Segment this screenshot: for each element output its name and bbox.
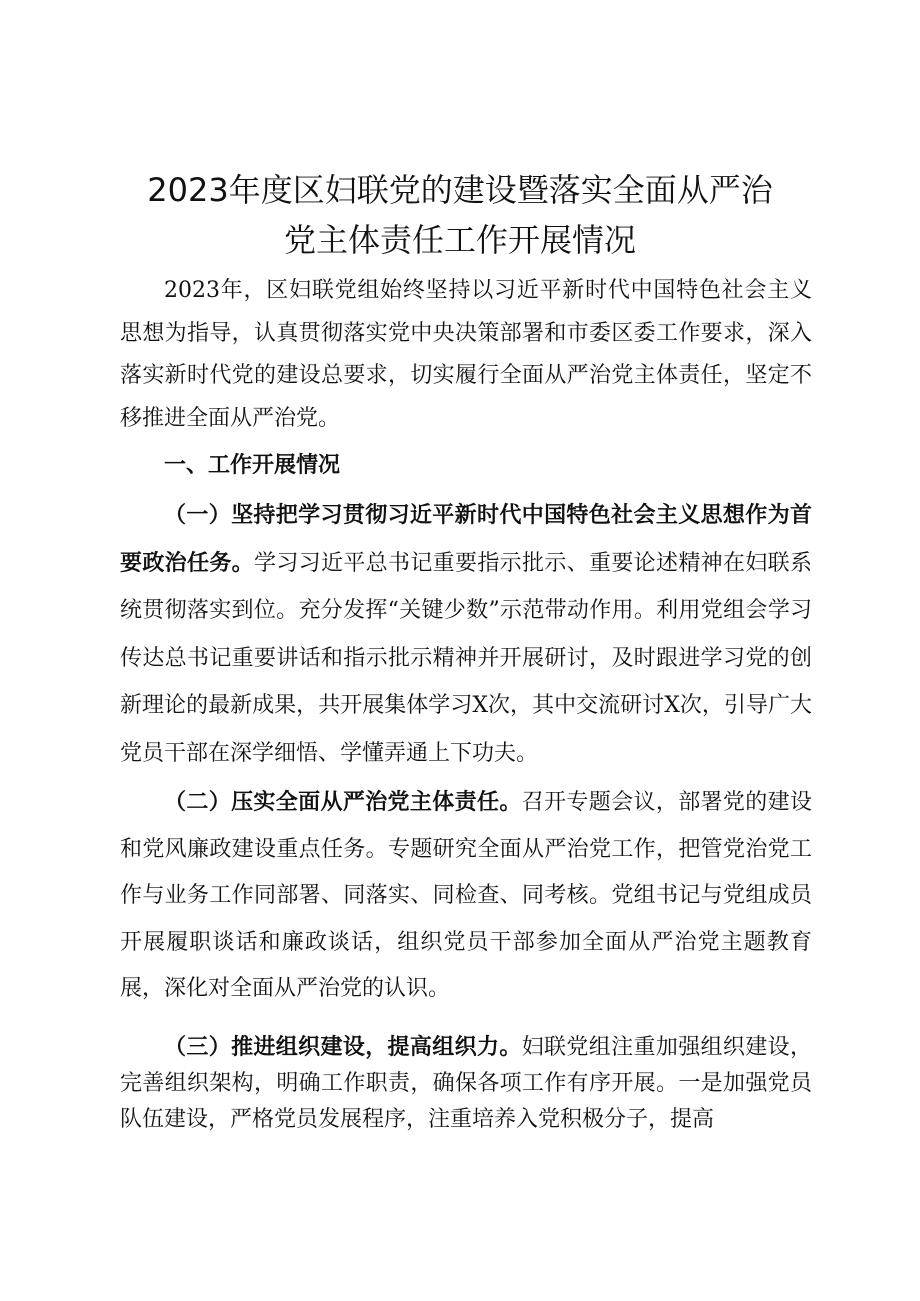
subsection-2-paragraph [120,780,812,1013]
subsection-2-lead: （二）压实全面从严治党主体责任。 [164,790,522,815]
intro-paragraph: 2023年，区妇联党组始终坚持以习近平新时代中国特色社会主义思想为指导，认真贯彻落实党中央决策部署和市委区委工作要求，深入落实新时代党的建设总要求，切实履行全面从严治党主体责任，坚定不移推进全面从严治党。 [120,278,812,431]
document-title-line-2: 党主体责任工作开展情况 [283,221,636,259]
document-title-line-1: 2023年度区妇联党的建设暨落实全面从严治 [147,171,773,209]
subsection-1-lead: （一）坚持把学习贯彻习近平新时代中国特色社会主义思想作为首要政治任务。 [120,503,812,576]
subsection-3-paragraph [120,1030,812,1138]
subsection-3-lead: （三）推进组织建设，提高组织力。 [164,1035,522,1060]
subsection-1-paragraph [120,492,812,777]
section-heading-work-progress: 一、工作开展情况 [164,453,341,478]
subsection-3-body: 妇联党组注重加强组织建设，完善组织架构，明确工作职责，确保各项工作有序开展。一是加强党员队伍建设，严格党员发展程序，注重培养入党积极分子，提高 [120,1035,812,1132]
subsection-2-body: 召开专题会议，部署党的建设和党风廉政建设重点任务。专题研究全面从严治党工作，把管党治党工作与业务工作同部署、同落实、同检查、同考核。党组书记与党组成员开展履职谈话和廉政谈话，组织党员干部参加全面从严治党主题教育展，深化对全面从严治党的认识。 [120,790,812,1001]
subsection-1-body: 学习习近平总书记重要指示批示、重要论述精神在妇联系统贯彻落实到位。充分发挥“关键少数”示范带动作用。利用党组会学习传达总书记重要讲话和指示批示精神并开展研讨，及时跟进学习党的创新理论的最新成果，共开展集体学习X次，其中交流研讨X次，引导广大党员干部在深学细悟、学懂弄通上下功夫。 [120,550,812,766]
